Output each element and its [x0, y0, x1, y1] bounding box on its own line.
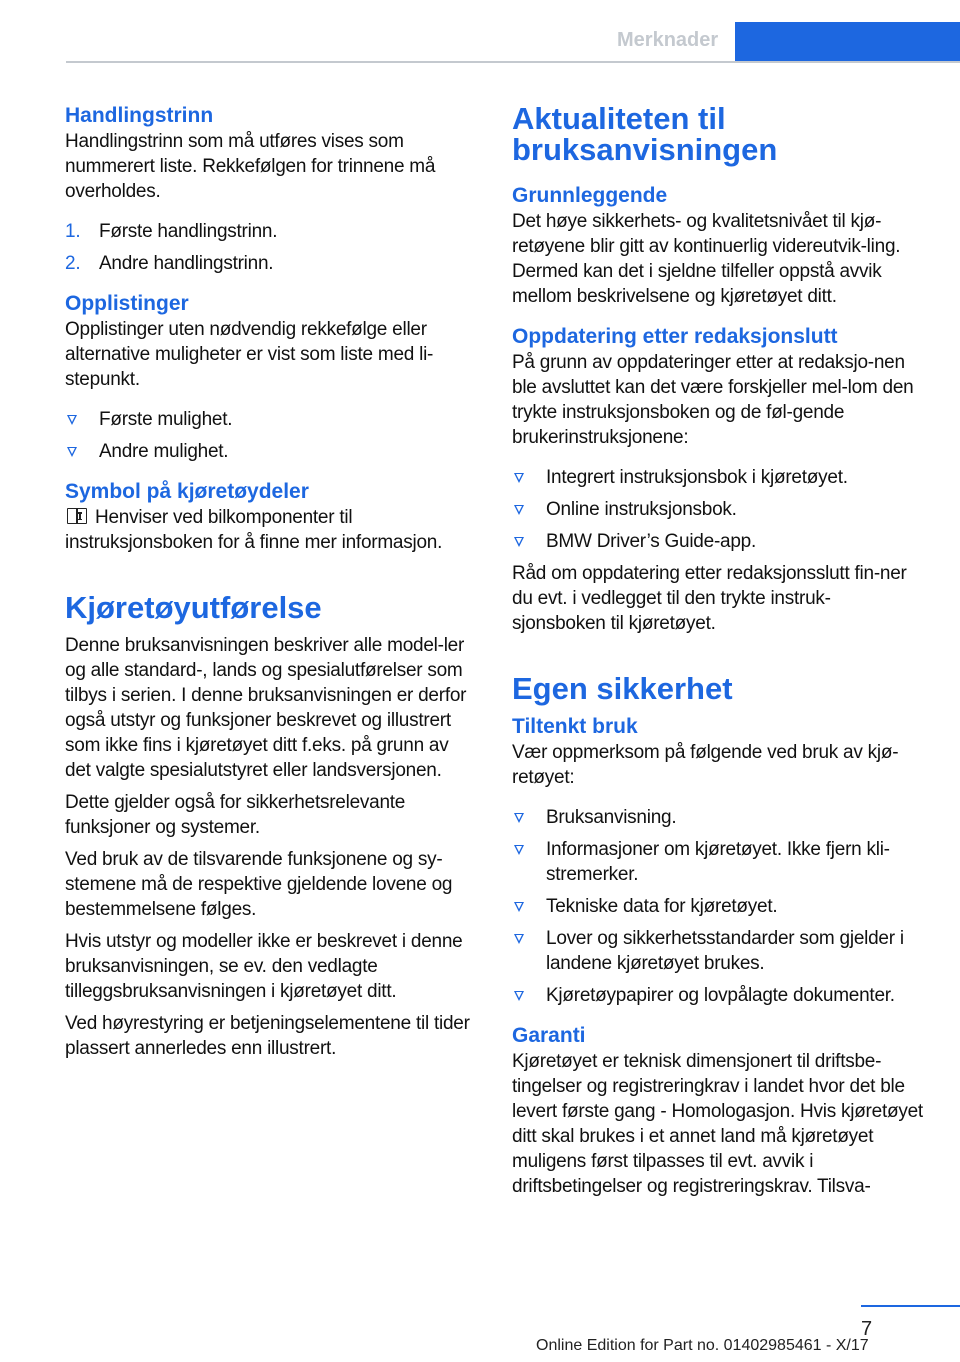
list-item-text: Kjøretøypapirer og lovpålagte dokumenter. — [546, 985, 895, 1006]
chapter-title-aktualitet: Aktualiteten til bruksanvisningen — [512, 101, 778, 167]
list-item-text: BMW Driver’s Guide-app. — [546, 531, 756, 552]
list-item — [512, 894, 924, 919]
page-number: 7 — [861, 1318, 873, 1340]
grunnleggende-text: Det høye sikkerhets- og kvalitetsnivået til kjø-retøyene blir gitt av kontinuerlig videreutvik-ling. Dermed kan det i sjeldne tilfeller oppstå avvik mellom beskrivelsene og kjøretøyet ditt. — [512, 211, 901, 307]
list-item — [512, 805, 924, 830]
list-item-text: Informasjoner om kjøretøyet. Ikke fjern kli-stremerker. — [546, 839, 890, 885]
list-item — [65, 407, 477, 432]
list-item — [65, 439, 477, 464]
footer-rule — [861, 1305, 960, 1307]
oppdatering-list — [512, 465, 924, 554]
step-number: 1. — [65, 221, 81, 242]
triangle-bullet-icon — [67, 415, 77, 425]
kjoretoy-paragraph: Ved høyrestyring er betjeningselementene til tider plassert annerledes enn illustrert. — [65, 1013, 470, 1059]
triangle-bullet-icon — [514, 813, 524, 823]
list-item — [65, 219, 477, 244]
tiltenkt-text: Vær oppmerksom på følgende ved bruk av kjø-retøyet: — [512, 742, 899, 788]
list-item — [512, 837, 924, 887]
list-item — [65, 251, 477, 276]
triangle-bullet-icon — [514, 902, 524, 912]
triangle-bullet-icon — [514, 991, 524, 1001]
list-item-text: Integrert instruksjonsbok i kjøretøyet. — [546, 467, 848, 488]
triangle-bullet-icon — [514, 537, 524, 547]
list-item — [512, 529, 924, 554]
triangle-bullet-icon — [514, 845, 524, 855]
kjoretoy-paragraph: Denne bruksanvisningen beskriver alle model-ler og alle standard-, lands og spesialutførelser som tilbys i serien. I denne bruksanvisningen er derfor også utstyr og funksjoner beskrevet og illustrert som ikke fins i kjøretøyet ditt f.eks. på grunn av det valgte spesialutstyret eller landsversjonen. — [65, 635, 467, 781]
option-text: Andre mulighet. — [99, 441, 229, 462]
section-title-oppdatering: Oppdatering etter redaksjonslutt — [512, 325, 838, 348]
section-title-handlingstrinn: Handlingstrinn — [65, 104, 214, 127]
header-accent-block — [735, 22, 960, 61]
kjoretoy-paragraph: Dette gjelder også for sikkerhetsrelevante funksjoner og systemer. — [65, 792, 406, 838]
chapter-title-egen-sikkerhet: Egen sikkerhet — [512, 671, 733, 706]
section-title-tiltenkt: Tiltenkt bruk — [512, 715, 638, 738]
symbol-paragraph — [65, 505, 477, 555]
list-item — [512, 465, 924, 490]
header-title: Merknader — [617, 29, 719, 51]
list-item — [512, 983, 924, 1008]
option-text: Første mulighet. — [99, 409, 233, 430]
chapter-title-kjoretoyutforelse: Kjøretøyutførelse — [65, 590, 322, 625]
section-title-opplistinger: Opplistinger — [65, 292, 189, 315]
kjoretoy-paragraph: Hvis utstyr og modeller ikke er beskrevet i denne bruksanvisningen, se ev. den vedlagte tilleggsbruksanvisningen i kjøretøyet ditt. — [65, 931, 463, 1002]
symbol-text: Henviser ved bilkomponenter til instruksjonsboken for å finne mer informasjon. — [65, 507, 443, 553]
steps-list — [65, 219, 477, 276]
handlingstrinn-text: Handlingstrinn som må utføres vises som nummerert liste. Rekkefølgen for trinnene må overholdes. — [65, 131, 436, 202]
garanti-text: Kjøretøyet er teknisk dimensjonert til driftsbe-tingelser og registreringkrav i landet hvor det ble levert første gang - Homologasjon. Hvis kjøretøyet ditt skal brukes i et annet land må kjøretøyet muligens først tilpasses til evt. avvik i driftsbetingelser og registreringskrav. Tilsva- — [512, 1051, 923, 1197]
step-text: Andre handlingstrinn. — [99, 253, 274, 274]
step-number: 2. — [65, 253, 81, 274]
book-icon — [67, 508, 87, 524]
right-column — [512, 103, 924, 1206]
step-text: Første handlingstrinn. — [99, 221, 278, 242]
triangle-bullet-icon — [514, 934, 524, 944]
list-item-text: Online instruksjonsbok. — [546, 499, 737, 520]
list-item — [512, 497, 924, 522]
header-rule — [66, 61, 960, 63]
section-title-symbol: Symbol på kjøretøydeler — [65, 480, 309, 503]
triangle-bullet-icon — [514, 473, 524, 483]
list-item-text: Lover og sikkerhetsstandarder som gjelder i landene kjøretøyet brukes. — [546, 928, 904, 974]
list-item-text: Bruksanvisning. — [546, 807, 677, 828]
oppdatering-text: På grunn av oppdateringer etter at redaksjo-nen ble avsluttet kan det være forskjeller mel-lom den trykte instruksjonsboken og de føl-gende brukerinstruksjonene: — [512, 352, 914, 448]
tiltenkt-list — [512, 805, 924, 1008]
list-item-text: Tekniske data for kjøretøyet. — [546, 896, 778, 917]
opplistinger-text: Opplistinger uten nødvendig rekkefølge eller alternative muligheter er vist som liste med li-stepunkt. — [65, 319, 434, 390]
list-item — [512, 926, 924, 976]
section-title-garanti: Garanti — [512, 1024, 586, 1047]
section-title-grunnleggende: Grunnleggende — [512, 184, 668, 207]
footer-edition: Online Edition for Part no. 01402985461 - X/17 — [536, 1337, 869, 1354]
oppdatering-after-text: Råd om oppdatering etter redaksjonsslutt fin-ner du evt. i vedlegget til den trykte instruk-sjonsboken til kjøretøyet. — [512, 563, 907, 634]
options-list — [65, 407, 477, 464]
kjoretoy-paragraph: Ved bruk av de tilsvarende funksjonene og sy-stemene må de respektive gjeldende lovene og bestemmelsene følges. — [65, 849, 453, 920]
left-column — [65, 103, 477, 1068]
triangle-bullet-icon — [514, 505, 524, 515]
triangle-bullet-icon — [67, 447, 77, 457]
